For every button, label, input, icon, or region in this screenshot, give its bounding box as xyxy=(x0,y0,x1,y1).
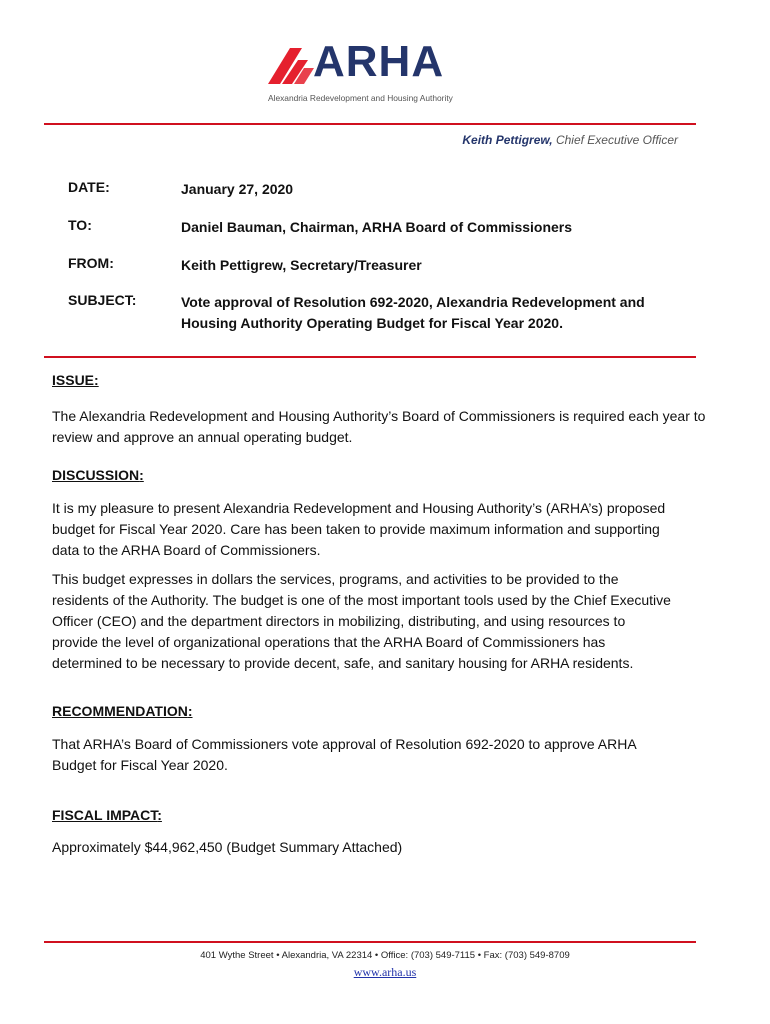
website-link[interactable]: www.arha.us xyxy=(353,965,417,979)
subject-label: SUBJECT: xyxy=(68,292,137,308)
to-value: Daniel Bauman, Chairman, ARHA Board of Commissioners xyxy=(181,219,573,235)
executive-name: Keith Pettigrew, xyxy=(462,133,553,147)
footer-address: 401 Wythe Street • Alexandria, VA 22314 • Office: (703) 549-7115 • Fax: (703) 549-8709 xyxy=(200,950,570,961)
fiscal-impact-text: Approximately $44,962,450 (Budget Summary Attached) xyxy=(52,839,403,855)
logo-subtitle: Alexandria Redevelopment and Housing Authority xyxy=(268,93,453,103)
from-label: FROM: xyxy=(68,255,114,271)
date-label: DATE: xyxy=(68,179,110,195)
executive-title: Chief Executive Officer xyxy=(555,133,678,147)
memo-divider xyxy=(44,356,696,358)
to-label: TO: xyxy=(68,217,92,233)
arha-logo xyxy=(268,37,508,108)
discussion-paragraph-1: It is my pleasure to present Alexandria Redevelopment and Housing Authority’s (ARHA’s) proposed budget for Fiscal Year 2020. Care has been taken to provide maximum information and supporting data to the ARHA Board of Commissioners. xyxy=(52,500,666,558)
from-value: Keith Pettigrew, Secretary/Treasurer xyxy=(181,257,422,273)
date-value: January 27, 2020 xyxy=(181,181,294,197)
discussion-heading: DISCUSSION: xyxy=(52,467,144,483)
subject-value: Vote approval of Resolution 692-2020, Alexandria Redevelopment and Housing Authority Operating Budget for Fiscal Year 2020. xyxy=(181,294,645,331)
issue-heading: ISSUE: xyxy=(52,372,99,388)
fiscal-impact-heading: FISCAL IMPACT: xyxy=(52,807,162,823)
issue-text: The Alexandria Redevelopment and Housing Authority’s Board of Commissioners is required each year to review and approve an annual operating budget. xyxy=(52,408,706,445)
recommendation-text: That ARHA’s Board of Commissioners vote approval of Resolution 692-2020 to approve ARHA Budget for Fiscal Year 2020. xyxy=(52,736,636,773)
executive-line xyxy=(462,133,678,147)
logo-wordmark: ARHA xyxy=(313,37,445,86)
footer-divider xyxy=(44,941,696,943)
arha-logo-mark-icon xyxy=(268,46,318,86)
discussion-paragraph-2: This budget expresses in dollars the services, programs, and activities to be provided to the residents of the Authority. The budget is one of the most important tools used by the Chief Executive Officer (CEO) and the department directors in mobilizing, distributing, and using resources to provide the level of organizational operations that the ARHA Board of Commissioners has determined to be necessary to provide decent, safe, and sanitary housing for ARHA residents. xyxy=(52,571,671,671)
recommendation-heading: RECOMMENDATION: xyxy=(52,703,193,719)
header-divider xyxy=(44,123,696,125)
